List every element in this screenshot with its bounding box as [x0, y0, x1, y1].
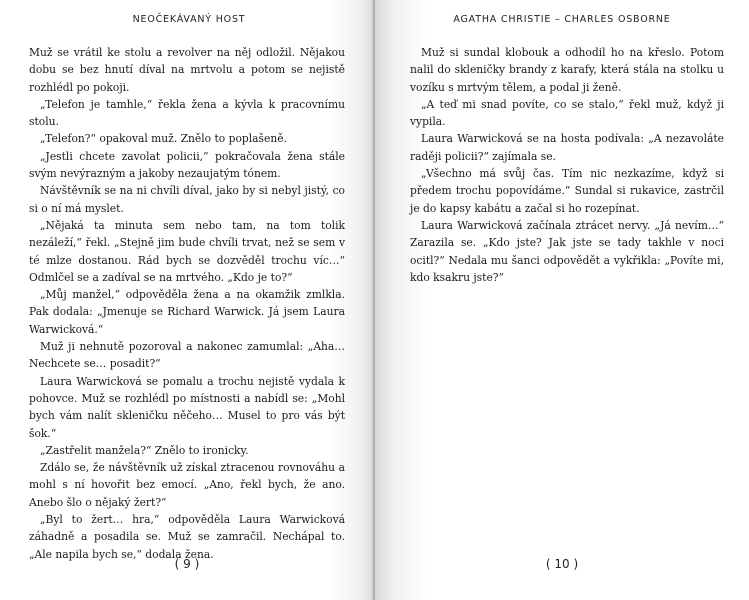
paragraph: „Byl to žert… hra,“ odpověděla Laura Warwicková záhadně a posadila se. Muž se zamračil. Nechápal to. „Ale napila bych se,“ dodala žena. — [29, 513, 345, 561]
paragraph: Laura Warwicková začínala ztrácet nervy. „Já nevím…“ Zarazila se. „Kdo jste? Jak jste se tady takhle v noci ocitl?“ Nedala mu šanci odpovědět a vykřikla: „Povíte mi, kdo ksakru jste?“ — [410, 218, 724, 284]
paragraph: Laura Warwicková se na hosta podívala: „A nezavoláte raději policii?“ zajímala se. — [410, 132, 724, 163]
paragraph: Muž ji nehnutě pozoroval a nakonec zamumlal: „Aha… Nechcete se… posadit?“ — [29, 340, 345, 371]
running-header-right: AGATHA CHRISTIE – CHARLES OSBORNE — [453, 14, 671, 25]
paragraph: Zdálo se, že návštěvník už získal ztracenou rovnováhu a mohl s ní hovořit bez emocí. „Ano, řekl bych, že ano. Anebo šlo o nějaký žert?“ — [29, 461, 345, 509]
paragraph: „Zastřelit manžela?“ Znělo to ironicky. — [40, 443, 249, 457]
paragraph: „Telefon?“ opakoval muž. Znělo to poplašeně. — [40, 132, 287, 146]
page-number-right: ( 10 ) — [545, 557, 579, 571]
right-page-body — [410, 44, 724, 286]
running-header-left: NEOČEKÁVANÝ HOST — [132, 14, 246, 25]
page-number-left: ( 9 ) — [174, 557, 200, 571]
paragraph: „Jestli chcete zavolat policii,“ pokračovala žena stále svým nevýrazným a jakoby nezaujatým tónem. — [29, 149, 345, 181]
left-page-body — [29, 44, 345, 563]
paragraph: Muž se vrátil ke stolu a revolver na něj odložil. Nějakou dobu se bez hnutí díval na mrtvolu a potom se nejistě rozhlédl po pokoji. — [29, 46, 345, 94]
paragraph: Muž si sundal klobouk a odhodil ho na křeslo. Potom nalil do skleničky brandy z karafy, která stála na stolku u vozíku s mrtvým tělem, a podal ji ženě. — [410, 46, 724, 94]
paragraph: „Nějaká ta minuta sem nebo tam, na tom tolik nezáleží,“ řekl. „Stejně jim bude chvíli trvat, než se sem v té mlze dostanou. Rád bych se dozvěděl trochu víc…“ Odmlčel se a zadíval se na mrtvého. „Kdo je to?“ — [29, 218, 345, 284]
paragraph: „Telefon je tamhle,“ řekla žena a kývla k pracovnímu stolu. — [29, 97, 345, 129]
left-page — [0, 0, 374, 600]
paragraph: Laura Warwicková se pomalu a trochu nejistě vydala k pohovce. Muž se rozhlédl po místnosti a nabídl se: „Mohl bych vám nalít skleničku něčeho… Musel to pro vás být šok.“ — [29, 374, 345, 440]
paragraph: „Všechno má svůj čas. Tím nic nezkazíme, když si předem trochu popovídáme.“ Sundal si rukavice, zastrčil je do kapsy kabátu a začal si ho rozepínat. — [410, 167, 724, 215]
paragraph: „Můj manžel,“ odpověděla žena a na okamžik zmlkla. Pak dodala: „Jmenuje se Richard Warwick. Já jsem Laura Warwicková.“ — [29, 288, 345, 336]
right-page — [375, 0, 749, 600]
paragraph: Návštěvník se na ni chvíli díval, jako by si nebyl jistý, co si o ní má myslet. — [29, 184, 345, 215]
paragraph: „A teď mi snad povíte, co se stalo,“ řekl muž, když ji vypila. — [410, 97, 724, 129]
